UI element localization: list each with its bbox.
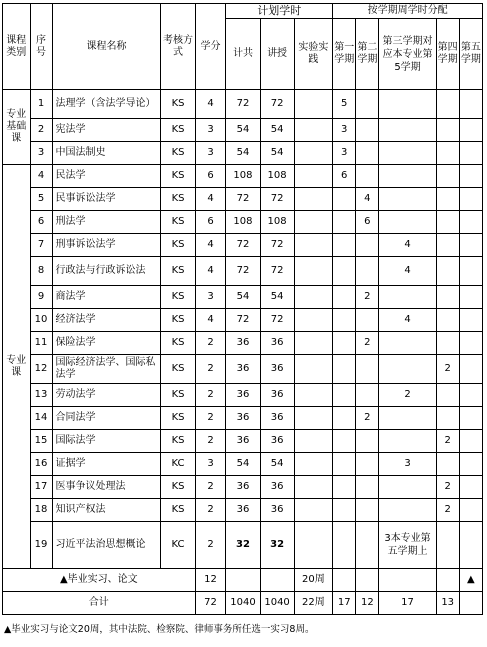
row-t3: 3本专业第五学期上 — [379, 522, 436, 569]
row-t2 — [356, 522, 379, 569]
row-credit: 2 — [195, 384, 226, 407]
row-t4 — [436, 453, 459, 476]
row-course: 法理学（含法学导论） — [52, 90, 161, 119]
row-lecture: 36 — [260, 430, 294, 453]
row-total: 54 — [226, 286, 260, 309]
row-exam: KS — [161, 188, 195, 211]
curriculum-table — [2, 3, 483, 615]
row-exam: KS — [161, 355, 195, 384]
row-t4 — [436, 332, 459, 355]
table-row — [3, 384, 483, 407]
row-t5 — [459, 142, 482, 165]
totals-label: 合计 — [3, 592, 196, 615]
row-t1 — [333, 188, 356, 211]
row-t4: 2 — [436, 430, 459, 453]
row-credit: 2 — [195, 522, 226, 569]
row-practice — [294, 499, 333, 522]
row-no: 17 — [30, 476, 52, 499]
row-credit: 2 — [195, 332, 226, 355]
row-practice — [294, 384, 333, 407]
row-t2 — [356, 384, 379, 407]
row-t3 — [379, 430, 436, 453]
row-t4 — [436, 234, 459, 257]
header-term1: 第一学期 — [333, 19, 356, 90]
internship-t4 — [436, 569, 459, 592]
row-course: 宪法学 — [52, 119, 161, 142]
row-credit: 3 — [195, 453, 226, 476]
row-no: 15 — [30, 430, 52, 453]
header-total: 计共 — [226, 19, 260, 90]
row-exam: KS — [161, 211, 195, 234]
row-lecture: 36 — [260, 499, 294, 522]
totals-t3: 17 — [379, 592, 436, 615]
row-t1 — [333, 309, 356, 332]
row-t5 — [459, 188, 482, 211]
header-term-distribution: 按学期周学时分配 — [333, 4, 483, 19]
row-t1 — [333, 211, 356, 234]
row-t1 — [333, 453, 356, 476]
row-lecture: 54 — [260, 286, 294, 309]
row-total: 108 — [226, 211, 260, 234]
row-practice — [294, 476, 333, 499]
row-credit: 3 — [195, 286, 226, 309]
row-exam: KC — [161, 522, 195, 569]
row-t3: 4 — [379, 257, 436, 286]
group-major: 专业课 — [3, 165, 31, 569]
row-practice — [294, 211, 333, 234]
row-t2 — [356, 234, 379, 257]
totals-practice: 22周 — [294, 592, 333, 615]
header-category: 课程类别 — [3, 4, 31, 90]
header-lecture: 讲授 — [260, 19, 294, 90]
row-lecture: 36 — [260, 407, 294, 430]
row-lecture: 54 — [260, 142, 294, 165]
row-t3 — [379, 188, 436, 211]
row-t2 — [356, 142, 379, 165]
row-no: 8 — [30, 257, 52, 286]
row-t3 — [379, 499, 436, 522]
header-course: 课程名称 — [52, 4, 161, 90]
internship-practice: 20周 — [294, 569, 333, 592]
row-course: 经济法学 — [52, 309, 161, 332]
row-t2 — [356, 430, 379, 453]
row-total: 108 — [226, 165, 260, 188]
row-lecture: 72 — [260, 188, 294, 211]
table-row — [3, 407, 483, 430]
row-t1 — [333, 257, 356, 286]
row-t3 — [379, 332, 436, 355]
row-no: 14 — [30, 407, 52, 430]
table-row — [3, 165, 483, 188]
row-lecture: 32 — [260, 522, 294, 569]
row-t4 — [436, 188, 459, 211]
row-t4 — [436, 257, 459, 286]
row-no: 19 — [30, 522, 52, 569]
row-t5 — [459, 234, 482, 257]
row-course: 中国法制史 — [52, 142, 161, 165]
row-lecture: 36 — [260, 384, 294, 407]
row-t5 — [459, 165, 482, 188]
row-t2 — [356, 119, 379, 142]
row-t5 — [459, 332, 482, 355]
row-lecture: 108 — [260, 165, 294, 188]
row-practice — [294, 257, 333, 286]
totals-t1: 17 — [333, 592, 356, 615]
header-seq: 序号 — [30, 4, 52, 90]
row-total: 72 — [226, 309, 260, 332]
row-course: 民法学 — [52, 165, 161, 188]
row-t4: 2 — [436, 355, 459, 384]
row-no: 13 — [30, 384, 52, 407]
row-practice — [294, 165, 333, 188]
row-exam: KS — [161, 384, 195, 407]
row-t4: 2 — [436, 499, 459, 522]
row-t4 — [436, 165, 459, 188]
row-lecture: 54 — [260, 453, 294, 476]
internship-credit: 12 — [195, 569, 226, 592]
row-t1 — [333, 332, 356, 355]
row-exam: KS — [161, 119, 195, 142]
row-lecture: 36 — [260, 476, 294, 499]
row-t2: 2 — [356, 407, 379, 430]
row-lecture: 72 — [260, 257, 294, 286]
row-credit: 6 — [195, 165, 226, 188]
row-course: 刑法学 — [52, 211, 161, 234]
row-t1: 3 — [333, 142, 356, 165]
row-t4 — [436, 384, 459, 407]
table-row — [3, 119, 483, 142]
row-lecture: 108 — [260, 211, 294, 234]
row-practice — [294, 522, 333, 569]
row-exam: KS — [161, 286, 195, 309]
row-t4 — [436, 522, 459, 569]
row-no: 5 — [30, 188, 52, 211]
row-exam: KS — [161, 142, 195, 165]
header-exam: 考核方式 — [161, 4, 195, 90]
row-total: 72 — [226, 90, 260, 119]
table-row — [3, 211, 483, 234]
row-course: 国际经济法学、国际私法学 — [52, 355, 161, 384]
footnote: ▲毕业实习与论文20周，其中法院、检察院、律师事务所任选一实习8周。 — [4, 624, 315, 635]
row-total: 36 — [226, 430, 260, 453]
row-practice — [294, 188, 333, 211]
totals-t5 — [459, 592, 482, 615]
table-row — [3, 142, 483, 165]
row-exam: KS — [161, 90, 195, 119]
row-t2: 2 — [356, 286, 379, 309]
row-t4: 2 — [436, 476, 459, 499]
row-t1: 3 — [333, 119, 356, 142]
row-t4 — [436, 142, 459, 165]
row-total: 36 — [226, 499, 260, 522]
row-t3 — [379, 142, 436, 165]
header-term3: 第三学期对应本专业第5学期 — [379, 19, 436, 90]
row-t5 — [459, 257, 482, 286]
row-practice — [294, 332, 333, 355]
group-basic: 专业基础课 — [3, 90, 31, 165]
row-t3 — [379, 407, 436, 430]
row-credit: 6 — [195, 211, 226, 234]
row-total: 36 — [226, 407, 260, 430]
totals-credit: 72 — [195, 592, 226, 615]
row-t1 — [333, 522, 356, 569]
header-practice: 实验实践 — [294, 19, 333, 90]
row-t1 — [333, 407, 356, 430]
table-row — [3, 90, 483, 119]
internship-t1 — [333, 569, 356, 592]
row-credit: 2 — [195, 499, 226, 522]
row-t3: 3 — [379, 453, 436, 476]
row-t3 — [379, 211, 436, 234]
row-t5 — [459, 476, 482, 499]
row-lecture: 72 — [260, 234, 294, 257]
row-course: 劳动法学 — [52, 384, 161, 407]
row-t5 — [459, 384, 482, 407]
header-credit: 学分 — [195, 4, 226, 90]
row-t3: 2 — [379, 384, 436, 407]
row-t2 — [356, 453, 379, 476]
row-course: 刑事诉讼法学 — [52, 234, 161, 257]
row-no: 1 — [30, 90, 52, 119]
row-exam: KS — [161, 165, 195, 188]
row-t1 — [333, 355, 356, 384]
totals-lecture: 1040 — [260, 592, 294, 615]
internship-label: ▲毕业实习、论文 — [3, 569, 196, 592]
row-t5 — [459, 407, 482, 430]
row-t1 — [333, 384, 356, 407]
row-credit: 4 — [195, 234, 226, 257]
row-t5 — [459, 119, 482, 142]
row-exam: KS — [161, 309, 195, 332]
table-row — [3, 286, 483, 309]
row-t3: 4 — [379, 234, 436, 257]
row-exam: KS — [161, 476, 195, 499]
row-exam: KS — [161, 257, 195, 286]
row-no: 3 — [30, 142, 52, 165]
header-plan-hours: 计划学时 — [226, 4, 333, 19]
row-credit: 2 — [195, 407, 226, 430]
row-course: 行政法与行政诉讼法 — [52, 257, 161, 286]
row-practice — [294, 430, 333, 453]
row-no: 10 — [30, 309, 52, 332]
table-row — [3, 332, 483, 355]
internship-row — [3, 569, 483, 592]
row-t4 — [436, 286, 459, 309]
row-practice — [294, 407, 333, 430]
row-exam: KS — [161, 499, 195, 522]
row-lecture: 72 — [260, 309, 294, 332]
row-t5 — [459, 430, 482, 453]
row-t2 — [356, 165, 379, 188]
row-practice — [294, 309, 333, 332]
table-row — [3, 309, 483, 332]
row-total: 54 — [226, 453, 260, 476]
row-no: 12 — [30, 355, 52, 384]
row-course: 医事争议处理法 — [52, 476, 161, 499]
row-course: 国际法学 — [52, 430, 161, 453]
row-course: 合同法学 — [52, 407, 161, 430]
row-course: 商法学 — [52, 286, 161, 309]
row-t5 — [459, 355, 482, 384]
header-term4: 第四学期 — [436, 19, 459, 90]
row-t3 — [379, 286, 436, 309]
row-credit: 3 — [195, 142, 226, 165]
row-t1 — [333, 499, 356, 522]
row-t3 — [379, 355, 436, 384]
row-practice — [294, 234, 333, 257]
row-exam: KS — [161, 234, 195, 257]
table-row — [3, 476, 483, 499]
table-row — [3, 453, 483, 476]
row-lecture: 72 — [260, 90, 294, 119]
row-no: 18 — [30, 499, 52, 522]
row-practice — [294, 286, 333, 309]
row-t2 — [356, 499, 379, 522]
row-t2 — [356, 309, 379, 332]
row-t5 — [459, 286, 482, 309]
row-exam: KS — [161, 430, 195, 453]
row-total: 72 — [226, 257, 260, 286]
row-exam: KS — [161, 407, 195, 430]
row-no: 4 — [30, 165, 52, 188]
table-row — [3, 430, 483, 453]
row-lecture: 36 — [260, 332, 294, 355]
row-no: 9 — [30, 286, 52, 309]
table-row — [3, 188, 483, 211]
row-no: 6 — [30, 211, 52, 234]
row-t1 — [333, 476, 356, 499]
row-course: 民事诉讼法学 — [52, 188, 161, 211]
row-t1: 5 — [333, 90, 356, 119]
table-row — [3, 522, 483, 569]
row-exam: KC — [161, 453, 195, 476]
row-course: 证据学 — [52, 453, 161, 476]
row-total: 36 — [226, 384, 260, 407]
row-no: 2 — [30, 119, 52, 142]
header-row-1 — [3, 4, 483, 19]
row-total: 36 — [226, 476, 260, 499]
row-t2 — [356, 90, 379, 119]
row-t1 — [333, 286, 356, 309]
row-course: 知识产权法 — [52, 499, 161, 522]
row-total: 36 — [226, 355, 260, 384]
row-credit: 4 — [195, 188, 226, 211]
row-total: 36 — [226, 332, 260, 355]
row-total: 72 — [226, 234, 260, 257]
row-t1 — [333, 234, 356, 257]
row-no: 11 — [30, 332, 52, 355]
row-practice — [294, 119, 333, 142]
row-t2 — [356, 257, 379, 286]
row-practice — [294, 453, 333, 476]
row-exam: KS — [161, 332, 195, 355]
row-course: 保险法学 — [52, 332, 161, 355]
row-credit: 2 — [195, 355, 226, 384]
row-t5 — [459, 309, 482, 332]
row-lecture: 54 — [260, 119, 294, 142]
table-row — [3, 234, 483, 257]
row-t4 — [436, 407, 459, 430]
row-t3 — [379, 165, 436, 188]
table-row — [3, 257, 483, 286]
row-no: 7 — [30, 234, 52, 257]
internship-t3 — [379, 569, 436, 592]
row-credit: 4 — [195, 309, 226, 332]
row-credit: 4 — [195, 90, 226, 119]
row-t5 — [459, 499, 482, 522]
row-practice — [294, 355, 333, 384]
row-t3: 4 — [379, 309, 436, 332]
internship-t5: ▲ — [459, 569, 482, 592]
row-total: 54 — [226, 142, 260, 165]
header-term5: 第五学期 — [459, 19, 482, 90]
row-t1 — [333, 430, 356, 453]
row-total: 54 — [226, 119, 260, 142]
row-total: 72 — [226, 188, 260, 211]
row-t4 — [436, 309, 459, 332]
table-row — [3, 499, 483, 522]
row-t5 — [459, 522, 482, 569]
row-t2: 4 — [356, 188, 379, 211]
row-practice — [294, 90, 333, 119]
internship-total — [226, 569, 260, 592]
row-lecture: 36 — [260, 355, 294, 384]
header-term2: 第二学期 — [356, 19, 379, 90]
row-total: 32 — [226, 522, 260, 569]
row-t5 — [459, 211, 482, 234]
totals-t4: 13 — [436, 592, 459, 615]
internship-lecture — [260, 569, 294, 592]
row-course: 习近平法治思想概论 — [52, 522, 161, 569]
row-t3 — [379, 119, 436, 142]
row-t4 — [436, 211, 459, 234]
row-credit: 2 — [195, 430, 226, 453]
row-credit: 3 — [195, 119, 226, 142]
row-credit: 4 — [195, 257, 226, 286]
row-t2: 6 — [356, 211, 379, 234]
row-no: 16 — [30, 453, 52, 476]
row-t1: 6 — [333, 165, 356, 188]
internship-t2 — [356, 569, 379, 592]
table-row — [3, 355, 483, 384]
totals-row — [3, 592, 483, 615]
row-t5 — [459, 90, 482, 119]
row-t2 — [356, 476, 379, 499]
row-t5 — [459, 453, 482, 476]
row-t4 — [436, 119, 459, 142]
row-t4 — [436, 90, 459, 119]
row-t3 — [379, 476, 436, 499]
row-t3 — [379, 90, 436, 119]
row-t2 — [356, 355, 379, 384]
totals-total: 1040 — [226, 592, 260, 615]
row-practice — [294, 142, 333, 165]
totals-t2: 12 — [356, 592, 379, 615]
row-t2: 2 — [356, 332, 379, 355]
row-credit: 2 — [195, 476, 226, 499]
